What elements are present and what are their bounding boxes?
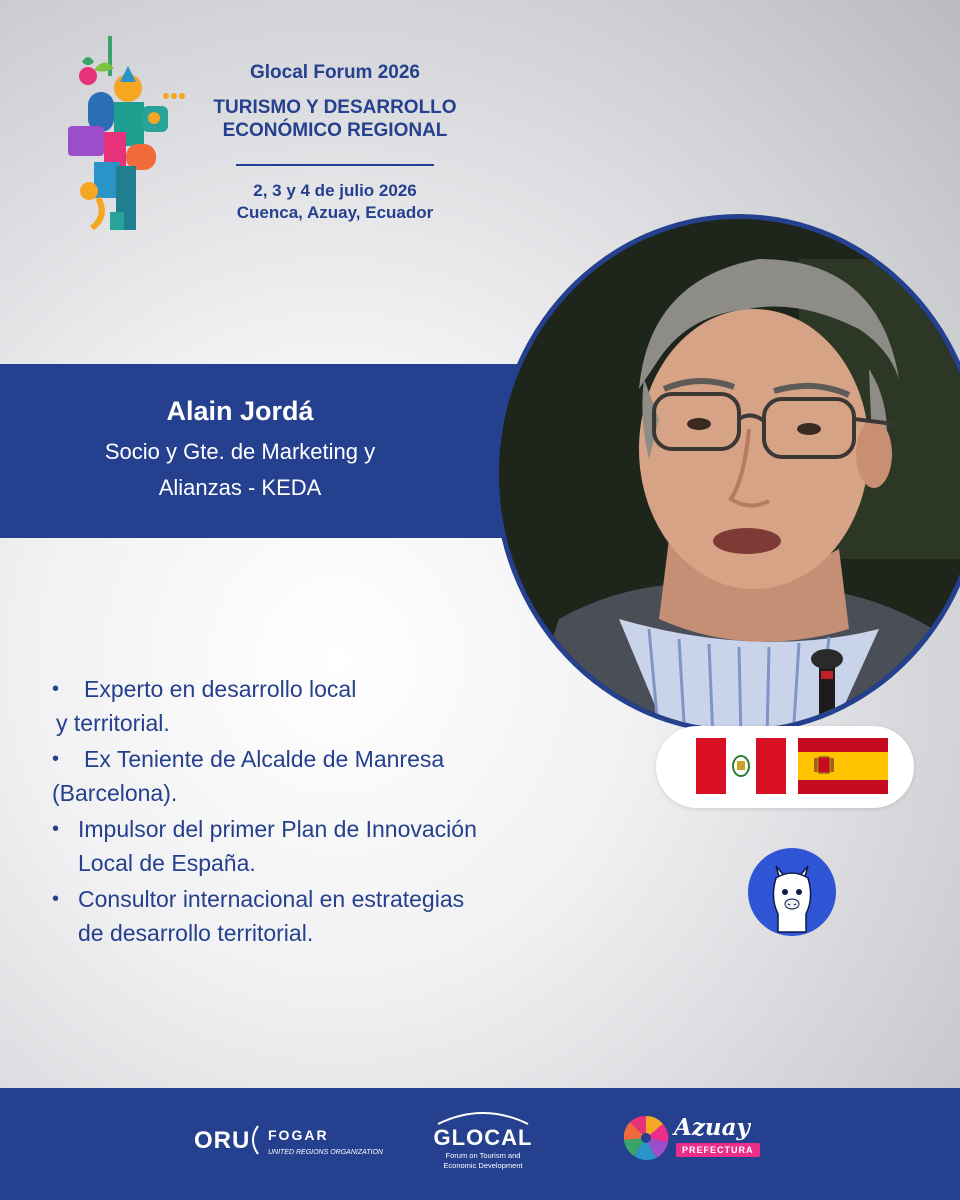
speaker-photo bbox=[494, 214, 960, 734]
fogar-text: FOGAR bbox=[268, 1127, 329, 1143]
list-item bbox=[52, 812, 612, 880]
bullet-text-line1: Impulsor del primer Plan de Innovación bbox=[78, 816, 477, 842]
list-item bbox=[52, 882, 612, 950]
bullet-text-line2: Local de España. bbox=[78, 850, 256, 876]
forum-name: Glocal Forum 2026 bbox=[249, 62, 420, 83]
speaker-highlights bbox=[52, 672, 612, 952]
glocal-text: GLOCAL bbox=[433, 1125, 533, 1150]
event-location: Cuenca, Azuay, Ecuador bbox=[236, 203, 434, 222]
speaker-info bbox=[0, 394, 480, 506]
event-logo bbox=[58, 36, 188, 236]
peru-flag-icon bbox=[696, 738, 786, 794]
bullet-text-line1: Consultor internacional en estrategias bbox=[78, 886, 465, 912]
glocal-logo bbox=[428, 1108, 538, 1174]
oru-fogar-logo bbox=[194, 1116, 384, 1166]
glocal-subtitle-line1: Forum on Tourism and bbox=[445, 1151, 521, 1160]
glocal-subtitle-line2: Economic Development bbox=[443, 1161, 523, 1170]
bullet-icon: • bbox=[52, 678, 60, 700]
bullet-text-line2: y territorial. bbox=[56, 710, 170, 736]
speaker-role-line1: Socio y Gte. de Marketing y bbox=[104, 439, 376, 464]
glocal-arc-icon bbox=[428, 1108, 538, 1126]
event-dates: 2, 3 y 4 de julio 2026 bbox=[253, 181, 417, 200]
bullet-text-line2: (Barcelona). bbox=[52, 780, 178, 806]
bullet-text-line1: Ex Teniente de Alcalde de Manresa bbox=[84, 746, 445, 772]
azuay-prefectura-logo bbox=[622, 1112, 752, 1164]
header-divider bbox=[236, 164, 434, 166]
spain-flag-icon bbox=[798, 738, 888, 794]
bullet-icon: • bbox=[52, 748, 60, 770]
speaker-portrait-illustration bbox=[499, 219, 960, 734]
bullet-text-line1: Experto en desarrollo local bbox=[84, 676, 357, 702]
event-title-line2: ECONÓMICO REGIONAL bbox=[222, 120, 448, 141]
bullet-icon: • bbox=[52, 818, 60, 840]
prefectura-badge: PREFECTURA bbox=[676, 1143, 760, 1157]
azuay-text: Azuay bbox=[674, 1114, 750, 1141]
list-item bbox=[52, 672, 612, 740]
list-item bbox=[52, 742, 612, 810]
speaker-name: Alain Jordá bbox=[166, 396, 314, 426]
oru-subtitle: UNITED REGIONS ORGANIZATION bbox=[268, 1149, 383, 1156]
llama-icon bbox=[748, 848, 836, 936]
speaker-role bbox=[0, 434, 480, 506]
azuay-flower-icon bbox=[622, 1114, 670, 1162]
bullet-text-line2: de desarrollo territorial. bbox=[78, 920, 314, 946]
event-title-line1: TURISMO Y DESARROLLO bbox=[213, 97, 457, 118]
event-header bbox=[210, 62, 460, 224]
event-title bbox=[210, 96, 460, 142]
speaker-role-line2: Alianzas - KEDA bbox=[158, 475, 322, 500]
oru-text: ORU bbox=[194, 1127, 251, 1154]
bullet-icon: • bbox=[52, 888, 60, 910]
